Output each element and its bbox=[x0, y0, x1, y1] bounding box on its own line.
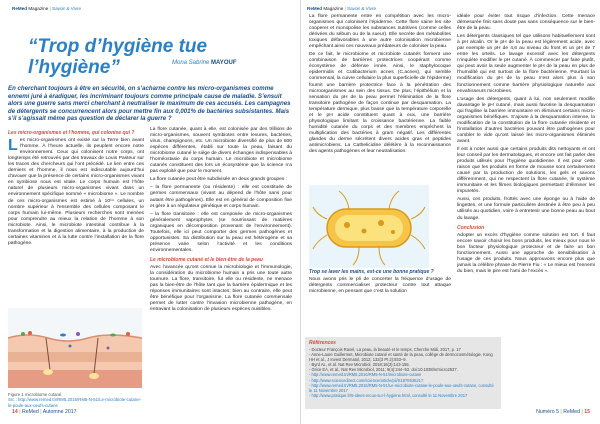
reference-item: - Grice EA, et al., Nat Rev Microbiol, 2011; 9(4):244–53. doi:10.1038/nrmicro2537. bbox=[309, 367, 458, 373]
drop-cap: L bbox=[8, 137, 18, 155]
right-page bbox=[300, 0, 600, 424]
reference-link[interactable]: - http://www.sciencedirect.com/science/article/pii/S1878535217 bbox=[309, 377, 424, 383]
bacteria-illustration bbox=[309, 185, 429, 268]
references-box bbox=[305, 337, 501, 409]
article-title: “Trop d’hygiène tue l’hygiène” bbox=[28, 36, 208, 78]
section-heading: Conclusion bbox=[457, 224, 485, 231]
illustration-caption: Trop se laver les mains, est-ce une bonne pratique ? bbox=[309, 269, 434, 275]
figure-source-link[interactable]: Src : http://www.remed.tn/RM5,2016/RM5-N-51/Le-microbiote-cutane-le-poule-aux-oeufs-cutane bbox=[8, 397, 142, 408]
reference-link[interactable]: - http://www.remed.tn/RM5,2016/RM5-N-51/microbiote-cutane bbox=[309, 372, 422, 378]
column-1 bbox=[8, 127, 144, 249]
page-header: ReMed Magazine | Savoir & Vivre bbox=[12, 6, 82, 11]
column-2: La flore cutanée, quant à elle, est colonisée par des trillions de micro-organismes, souvent symbiotes entre levures, bactéries, virus, champignons, etc. Un microbiote diversifié de plus de 500 espèces différentes, établi sur toute la peau, faisant du microbiome cutané le siège de divers échanges indispensables à l’homéostasie du corps humain. Le microbiote et microbiome cutanés constituent des lors un écosystème que la science n’a pas exploité que pour le moment. La flore cutanée peut être subdivisée en deux grands groupes : – la flore permanente (ou résidente) : elle est constituée de germes commensaux (vivant au dépend de l’hôte sans pour autant être pathogènes). Elle est en général de composition fixe et gère à un régulateur génétique et corps humain. – la flore transitoire : elle est composée de micro-organismes généralement saprophytes (se nourrissant de matières organiques en décomposition provenant de l’environnement). Toutefois, elle ici peut comporter des germes pathogènes et opportunistes. Sa distribution sur la peau est hétérogène et sa présence varie selon l’activité et les conditions environnementales. Le microbiome cutané et le bien-être de la peau Avec l’avancée qu’ont connue la microbiologie et l’immunologie, la considération du microbiome humain a pris une toute autre tournure. La flore, transitoire, fut elle ou résidente, ne menace pas la bien-être de l’hôte tant que la barrière épidermique et les réponses immunitaires sont intactes; bien au contraire, elle peut être bénéfique pour l’organisme. La flore cutanée commensale permet de lutter contre l’invasion microbienne pathogène, en entravant la colonisation de plusieurs espèces nuisibles. bbox=[150, 127, 292, 313]
references-title: Références bbox=[309, 340, 336, 346]
section-heading: Le microbiome cutané et le bien-être de la peau bbox=[150, 256, 263, 263]
references-list bbox=[309, 347, 497, 398]
figure-caption: Figure 1 microbiome cutané. Src : http://www.remed.tn/RM5,2016/RM5-N-51/Le-microbiote-cutane-le-poule-aux-oeufs-cutane bbox=[8, 392, 142, 408]
column-1: La flore permanente entre en compétition avec les micro-organismes qui colonisent l’épiderme. Cette flore saine les site cooperer et monopolise les substances nutritives (comme celles dérivées du sébum ou de la sueur). Elle secrète des métabolites toxiques défavorables à une autre colonisation microbienne empêchant ainsi ces nouveaux prédateurs de coloniser la peau. De ce fait, le microbiome et microbiote cutanés forment une combinaison de barrières protectrices coopérant comme écosystème de défense innée. Ainsi, le staphylocoque epidermidis et Cutibacterium acnes (C.acnes), qui semble commensal, la cuivre cellulaire la plus superficielle de l’épiderme) fournit une barrière protectrice face à la pénétration des microorganismes au sein des tissus. De plus, l’épithélium et la sensation du pH de la peau permet l’élimination de la flore transitoire pathogène de façon continue par desquamation. La température dermique, plus basse que la température corporelle et le pH acide constituent quant à eux, une barrière physiologique limitant la croissance bactérienne. La faible humidité cutanée du corps et des membres empêchent la multiplication des bactéries à gram négatif. Les différentes glandes du derme sécrétent divers acides gras et peptides antimicrobiens. La Cathelicidine délétère à la reconnaissance des agents pathogènes et leur neutralisation. bbox=[309, 14, 451, 155]
reference-link[interactable]: - http://www.remed.tn/RM5,2016/RM5-N-51/Le-microbiote-cutane-le-poule-aux-oeufs-cutane, consulté le 11 Novembre 2017 bbox=[309, 382, 494, 393]
paragraph: Les micro-organismes ont existé sur la Terre bien avant l’homme. À l’heure actuelle, ils peuplent encore notre environnement. Ceux qui colonisent notre corps, ont longtemps été retrouvés par des travaux de Louis Pasteur sur les traces des chercheurs qui l’ont précédé. Le lien entre ces derniers et l’homme, il nous est indiscutable aujourd’hui d’avouer que la présence de certains micro-organismes vivant en symbiose nous est vitale. Le corps humain est l’hôte naturel de plusieurs micro-organismes vivant dans un environnement spécifique nommé « microbiome ». Le nombre de ces micro-organismes est estimé à 10¹⁴ cellules, un nombre supérieur à l’ensemble des cellules composant le corps humain lui-même. Plusieurs recherches sont menées pour comprendre au mieux la relation de l’homme à son microbiote. Ainsi, le microbiote intestinal contribue à la transformation et la digestion alimentaire, à la production de certaines vitamines et à la lutte contre l’installation de la flore pathogène. bbox=[8, 137, 144, 246]
reference-item: - Docteur François Ravel, La peau, la beauté et le temps, Cherche Midi, 2017, p. 17 bbox=[309, 347, 461, 352]
author: Mona Sabrine MAYOUF bbox=[172, 60, 237, 66]
section-heading: Les micro-organismes et l’homme, qui colonise qui ? bbox=[8, 130, 135, 136]
reference-item: - Anne-Laure Guillermet, Microbiote cutané et santé de la peau, collège de dermocosmétologie. Kong HH et al., J Invest Dermatol, 2012; 132(3 Pt 2):933–9. bbox=[309, 352, 493, 363]
lead-paragraph: En cherchant toujours à être en sécurité, on s’acharne contre les micro-organismes comme ennemi juré à éradiquer, les incriminant toujours comme principale cause de maladie. S’ensuit alors une guerre sans merci cherchant à neutraliser le maximum de ces accusés. Les campagnes de détergents se concurrencent alors pour mettre fin aux 0,001% de bactéries subsistantes. Mais s’il s’agissait même pas question de déclarer la guerre ? bbox=[8, 85, 291, 123]
page-footer: 14 | ReMed | Automne 2017 bbox=[12, 409, 77, 415]
microbiome-figure bbox=[8, 308, 142, 388]
page-header: ReMed Magazine | Savoir & Vivre bbox=[307, 6, 377, 11]
column-1-continued: Nous avons pris le pli de concerter la fréquence d’usage de détergents commercialiser protecteur contre tout attaque microbienne, en pensant que c’est la solution bbox=[309, 277, 451, 295]
page-footer: Numéro 5 | ReMed | 15 bbox=[536, 409, 590, 415]
reference-link[interactable]: - http://www.pratique.fr/5-idees-recus-sur-l-hygiene.html, consulté le 11 Novembre 2017 bbox=[309, 392, 468, 398]
column-2: idéale pour éviter tout risque d’infection. Cette menace démesurée finit sans doute pas sans conséquence sur le bien-être de la peau. Les détergents classiques tel que utilisons habituellement sont à pH alcalin. Or le pH de la peau est légèrement acide, avec par exemple un pH de 4,6 au niveau du front et un pH de 7 entre les orteils. Le lavage excessif avec les détergents n’inquiète modifier le pH cutané. À commencer par faire plutôt, qui peut avoir la seule augmenter le pH de la peau en plus de l’humidité qui est surtout de la flore bactérienne. Pourtant la modification du pH de la peau n’est alors plus à son fonctionnement comme barrière physiologique naturelle aux envahisseurs microbiens. L’usage des détergents, quant à lui, non seulement modifie davantage le pH cutané, mais aussi favorise la desquamation qui fragilise la barrière immunitaire en éliminant certains micro-organismes bénéfiques. S’ajoute à la desquamation intense, la modification de la constitution de la flore cutanée résidente et l’installation d’autres bactéries pouvant être pathogènes pour combler le vide qu’ont laissé les micro-organismes éliminés avant. Il est à noter aussi que certains produits dits nettoyants et ont leur conseil par les dermatologues, et encore ont fait parler des produits utilisés pour l’hygiène quotidienne. Il est pour cette raison que les produits en forme de mousse sont certainement causé par la production de solutions, les gels et savons différemment, qui ne respectent la flore cutanée, le système immunitaire et les filmes biologiques permettant d’éliminer les impuretés. Aussi, ces produits, frottés avec une éponge ou à l’aide de lingettes, et une formule particulière destinée à être peu à peu utilisés au quotidien, voire à entretenir une bonne peau au bout du lavage. Conclusion Adopter un excès d’hygiène comme solution est tort. Il faut encore savoir choisir les bons produits, les mieux pour nous le bon facteur physiologique protecteur et de faire un bon fonctionnement. Aussi une approche de sensibilisation à l’usage de ces produits. Nous approuvons encore plus que jamais la célèbre phrase de Pierre Fiu : « Le mieux est l’ennemi du bien, mais le pire est l’ami de l’excès ». bbox=[457, 14, 595, 274]
reference-item: - Byrd AL, et al. Nat Rev Microbiol, 2018;16(3):143-155. bbox=[309, 362, 410, 368]
